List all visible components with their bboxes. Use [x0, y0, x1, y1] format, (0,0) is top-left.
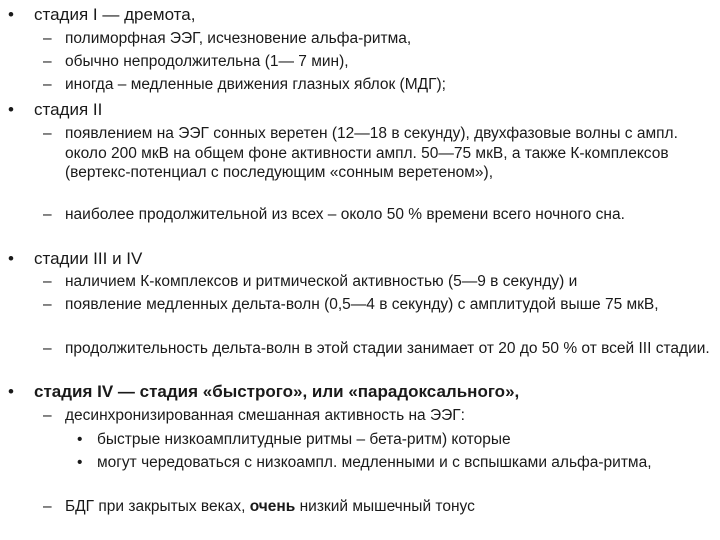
stage2-item — [43, 205, 715, 225]
stage1-item-text: полиморфная ЭЭГ, исчезновение альфа-ритма, — [65, 30, 412, 47]
stage1-item-text: обычно непродолжительна (1— 7 мин), — [65, 53, 349, 70]
stage2-heading: стадия II — [34, 100, 103, 119]
stage2-item-text: появлением на ЭЭГ сонных веретен (12—18 в секунду), двухфазовые волны с ампл. около 200 мкВ на общем фоне активности ампл. 50—75 мкВ, а также К-комплексов (вертекс-потенциал с последующим «сонным веретеном»), — [65, 125, 678, 181]
dash-marker: – — [43, 340, 52, 357]
stage1-item — [43, 52, 715, 72]
dash-marker: – — [43, 76, 52, 93]
stage4-item-text-end: низкий мышечный тонус — [295, 498, 475, 515]
stage2-item — [43, 124, 715, 183]
bullet-marker: • — [8, 5, 14, 24]
bullet-marker: • — [77, 454, 83, 471]
stage34-heading: стадии III и IV — [34, 249, 143, 268]
stage4-subitem-text: быстрые низкоамплитудные ритмы – бета-ритм) которые — [97, 431, 511, 448]
bullet-marker: • — [8, 100, 14, 119]
stage4-item-text: десинхронизированная смешанная активность на ЭЭГ: — [65, 407, 465, 424]
stage4-heading: стадия IV — стадия «быстрого», или «парадоксального», — [34, 382, 520, 401]
stage1-item — [43, 29, 715, 49]
stage1-item — [43, 75, 715, 95]
dash-marker: – — [43, 30, 52, 47]
stage34-item-text: продолжительность дельта-волн в этой стадии занимает от 20 до 50 % от всей III стадии. — [65, 340, 710, 357]
bullet-marker: • — [8, 249, 14, 268]
dash-marker: – — [43, 125, 52, 142]
stage2-item-text: наиболее продолжительной из всех – около 50 % времени всего ночного сна. — [65, 206, 625, 223]
dash-marker: – — [43, 296, 52, 313]
stage4-item — [43, 497, 715, 517]
bullet-marker: • — [8, 382, 14, 401]
stage34-item-text: наличием К-комплексов и ритмической активностью (5—9 в секунду) и — [65, 273, 578, 290]
dash-marker: – — [43, 498, 52, 515]
stage34-item-text: появление медленных дельта-волн (0,5—4 в секунду) с амплитудой выше 75 мкВ, — [65, 296, 659, 313]
stage34-item — [43, 339, 715, 359]
dash-marker: – — [43, 407, 52, 424]
stage1-item-text: иногда – медленные движения глазных яблок (МДГ); — [65, 76, 446, 93]
stage1-heading: стадия I — дремота, — [34, 5, 196, 24]
stage34-item — [43, 295, 715, 315]
emphasis-text: очень — [249, 498, 296, 515]
stage4-subitem-text: могут чередоваться с низкоампл. медленными и с вспышками альфа-ритма, — [97, 454, 652, 471]
stage4-subitem — [77, 453, 707, 473]
dash-marker: – — [43, 273, 52, 290]
stage4-subitem — [77, 430, 707, 450]
dash-marker: – — [43, 206, 52, 223]
stage4-item-text: БДГ при закрытых веках, — [65, 498, 250, 515]
bullet-marker: • — [77, 431, 83, 448]
stage4-item — [43, 406, 715, 426]
dash-marker: – — [43, 53, 52, 70]
stage34-item — [43, 272, 715, 292]
